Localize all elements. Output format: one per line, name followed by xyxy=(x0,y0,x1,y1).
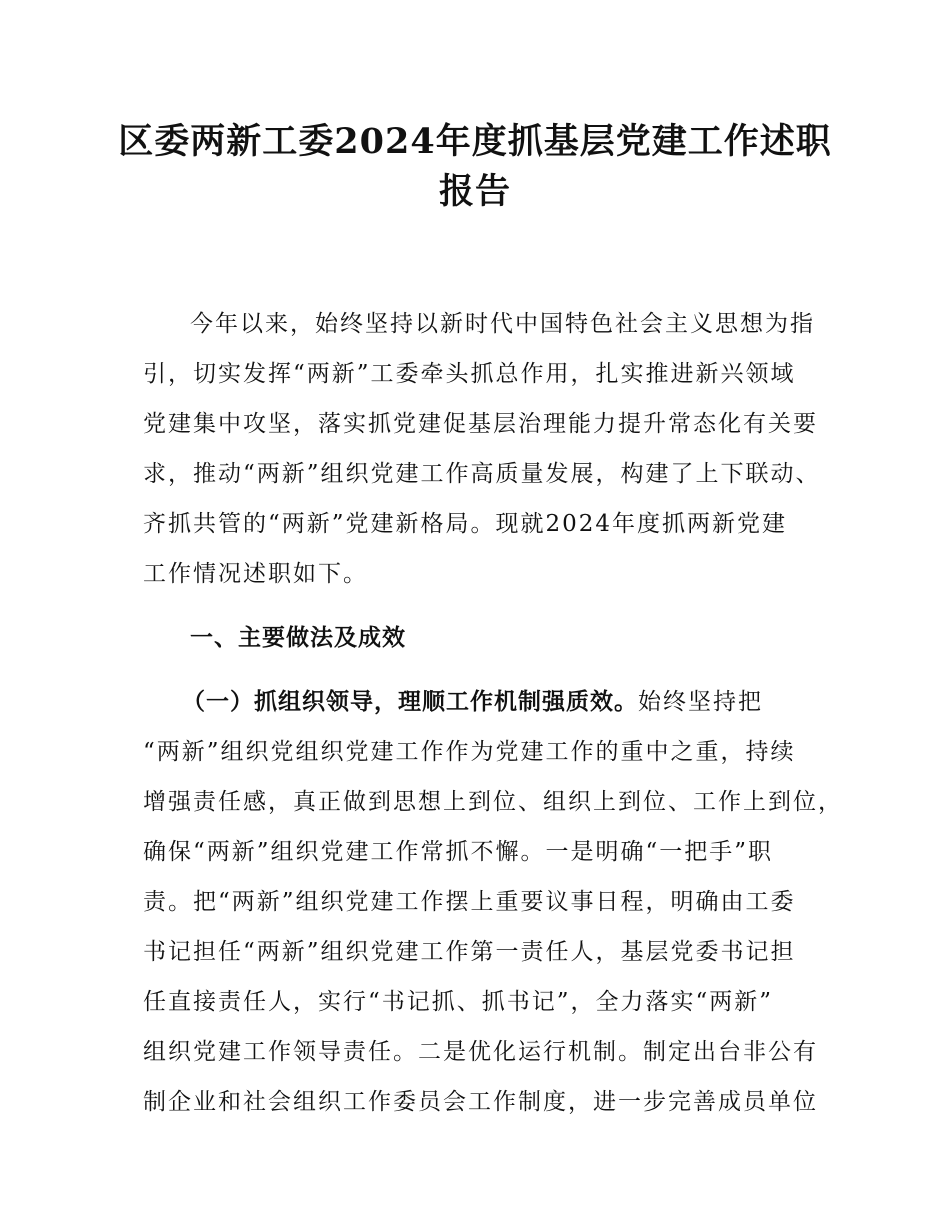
intro-line-1: 今年以来，始终坚持以新时代中国特色社会主义思想为指 xyxy=(190,311,815,337)
document-title-line-2: 报告 xyxy=(438,171,511,212)
subsection-1-line-3: 增强责任感，真正做到思想上到位、组织上到位、工作上到位， xyxy=(143,789,843,815)
intro-line-3: 党建集中攻坚，落实抓党建促基层治理能力提升常态化有关要 xyxy=(143,411,818,437)
intro-line-4: 求，推动“两新”组织党建工作高质量发展，构建了上下联动、 xyxy=(143,461,821,487)
subsection-1-line-2: “两新”组织党组织党建工作作为党建工作的重中之重，持续 xyxy=(143,739,796,765)
subsection-1-line-7: 任直接责任人，实行“书记抓、抓书记”，全力落实“两新” xyxy=(143,989,774,1015)
subsection-1-line-9: 制企业和社会组织工作委员会工作制度，进一步完善成员单位 xyxy=(143,1089,818,1115)
subsection-1-heading: （一）抓组织领导，理顺工作机制强质效。 xyxy=(182,689,638,715)
section-heading-1: 一、主要做法及成效 xyxy=(190,625,406,651)
subsection-1-line-8: 组织党建工作领导责任。二是优化运行机制。制定出台非公有 xyxy=(143,1039,818,1065)
intro-line-6: 工作情况述职如下。 xyxy=(143,561,368,587)
subsection-1-line-4: 确保“两新”组织党建工作常抓不懈。一是明确“一把手”职 xyxy=(143,839,774,865)
intro-line-5: 齐抓共管的“两新”党建新格局。现就2024年度抓两新党建 xyxy=(143,511,788,537)
subsection-1-first-line-rest: 始终坚持把 xyxy=(638,689,763,715)
subsection-1-line-5: 责。把“两新”组织党建工作摆上重要议事日程，明确由工委 xyxy=(143,889,796,915)
intro-line-2: 引，切实发挥“两新”工委牵头抓总作用，扎实推进新兴领域 xyxy=(143,361,796,387)
subsection-1-line-6: 书记担任“两新”组织党建工作第一责任人，基层党委书记担 xyxy=(143,939,796,965)
document-title-line-1: 区委两新工委2024年度抓基层党建工作述职 xyxy=(118,121,832,162)
subsection-1-first-line xyxy=(182,686,882,718)
